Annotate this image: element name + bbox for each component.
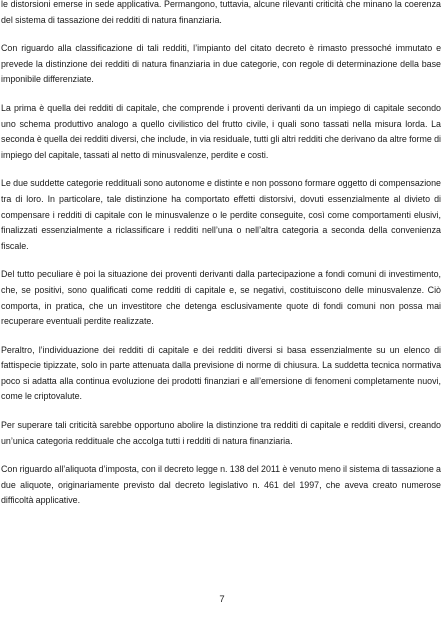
paragraph: le distorsioni emerse in sede applicativa. Permangono, tuttavia, alcune rilevanti criticità che minano la coerenza del sistema di tassazione dei redditi di natura finanziaria. [1,0,441,25]
paragraph: Le due suddette categorie reddituali sono autonome e distinte e non possono formare oggetto di compensazione tra di loro. In particolare, tale distinzione ha comportato effetti distorsivi, dovuti essenzialmente al divieto di compensare i redditi di capitale con le minusvalenze o le perdite conseguite, così come comportamenti elusivi, finalizzati essenzialmente a riclassificare i redditi nell’una o nell’altra categoria a seconda della convenienza fiscale. [1,178,441,251]
paragraph: La prima è quella dei redditi di capitale, che comprende i proventi derivanti da un impiego di capitale secondo uno schema produttivo analogo a quello civilistico del frutto civile, i quali sono tassati nella misura lorda. La seconda è quella dei redditi diversi, che include, in via residuale, tutti gli altri redditi che derivano da altre forme di impiego del capitale, tassati al netto di minusvalenze, perdite e costi. [1,102,441,160]
page-number: 7 [219,594,225,605]
paragraph: Del tutto peculiare è poi la situazione dei proventi derivanti dalla partecipazione a fondi comuni di investimento, che, se positivi, sono qualificati come redditi di capitale e, se negativi, costituiscono delle minusvalenze. Ciò comporta, in pratica, che un investitore che detenga esclusivamente quote di fondi comuni non possa mai recuperare eventuali perdite realizzate. [1,269,441,327]
paragraph: Con riguardo all’aliquota d’imposta, con il decreto legge n. 138 del 2011 è venuto meno il sistema di tassazione a due aliquote, originariamente previsto dal decreto legislativo n. 461 del 1997, che aveva creato numerose difficoltà applicative. [1,464,441,506]
paragraph: Peraltro, l’individuazione dei redditi di capitale e dei redditi diversi si basa essenzialmente su un elenco di fattispecie tipizzate, solo in parte attenuata dalla previsione di norme di chiusura. La suddetta tecnica normativa poco si adatta alla continua evoluzione dei prodotti finanziari e all’emersione di fenomeni completamente nuovi, come le criptovalute. [1,344,441,402]
body-text [1,0,441,509]
paragraph: Con riguardo alla classificazione di tali redditi, l’impianto del citato decreto è rimasto pressoché immutato e prevede la distinzione dei redditi di natura finanziaria in due categorie, con regole di determinazione della base imponibile differenziate. [1,43,441,85]
paragraph: Per superare tali criticità sarebbe opportuno abolire la distinzione tra redditi di capitale e redditi diversi, creando un’unica categoria reddituale che accolga tutti i redditi di natura finanziaria. [1,420,441,446]
